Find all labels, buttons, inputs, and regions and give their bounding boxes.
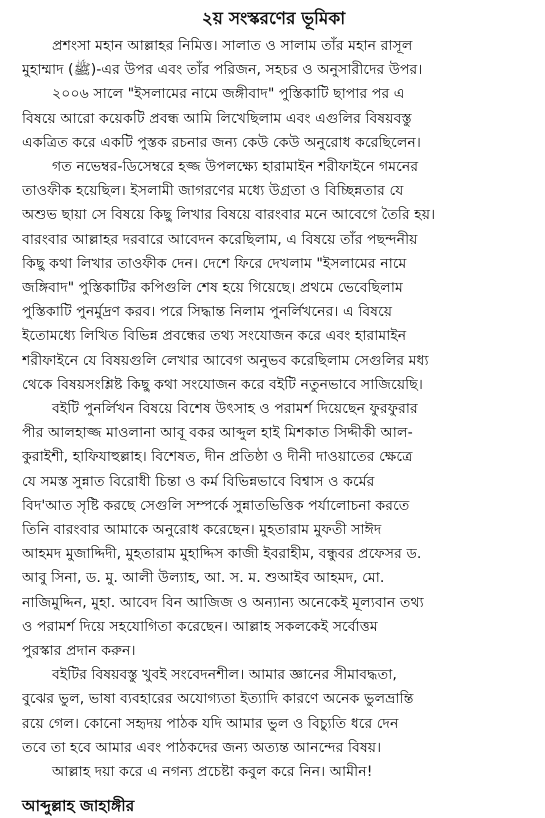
text-line: শরীফাইনে যে বিষয়গুলি লেখার আবেগ অনুভব করেছিলাম সেগুলির মধ্য xyxy=(22,352,429,369)
text-line: আবু সিনা, ড. মু. আলী উল্যাহ, আ. স. ম. শুআইব আহমদ, মো. xyxy=(22,570,385,587)
text-line: যে সমস্ত সুন্নাত বিরোধী চিন্তা ও কর্ম বিভিন্নভাবে বিশ্বাস ও কর্মের xyxy=(22,473,375,490)
paragraph-praise xyxy=(22,34,525,82)
text-line: মুহাম্মাদ (ﷺ)-এর উপর এবং তাঁর পরিজন, সহচর ও অনুসারীদের উপর। xyxy=(22,62,423,79)
text-line: তিনি বারংবার আমাকে অনুরোধ করেছেন। মুহতারাম মুফতী সাঈদ xyxy=(22,522,382,539)
text-line: বইটির বিষয়বস্তু খুবই সংবেদনশীল। আমার জ্ঞানের সীমাবদ্ধতা, xyxy=(52,667,397,684)
paragraph-background xyxy=(22,82,525,155)
text-line: বিদ'আত সৃষ্টি করছে সেগুলি সম্পর্কে সুন্নাতভিত্তিক পর্যালোচনা করতে xyxy=(22,497,410,514)
text-line: একত্রিত করে একটি পুস্তক রচনার জন্য কেউ কেউ অনুরোধ করেছিলেন। xyxy=(22,134,421,151)
text-line: অশুভ ছায়া সে বিষয়ে কিছু লিখার বিষয়ে বারংবার মনে আবেগে তৈরি হয়। xyxy=(22,207,436,224)
text-line: তাওফীক হয়েছিল। ইসলামী জাগরণের মধ্যে উগ্রতা ও বিচ্ছিন্নতার যে xyxy=(22,183,404,200)
text-line: বইটি পুনর্লিখন বিষয়ে বিশেষ উৎসাহ ও পরামর্শ দিয়েছেন ফুরফুরার xyxy=(52,401,418,418)
text-line: কিছু কথা লিখার তাওফীক দেন। দেশে ফিরে দেখলাম "ইসলামের নামে xyxy=(22,255,407,272)
author-signature: আব্দুল্লাহ জাহাঙ্গীর xyxy=(22,797,135,816)
text-line: পুস্তিকাটি পুনর্মুদ্রণ করব। পরে সিদ্ধান্ত নিলাম পুনর্লিখনের। এ বিষয়ে xyxy=(22,304,393,321)
text-line: কুরাইশী, হাফিযাহুল্লাহ। বিশেষত, দীন প্রতিষ্ঠা ও দীনী দাওয়াতের ক্ষেত্রে xyxy=(22,449,413,466)
text-line: বুঝের ভুল, ভাষা ব্যবহারের অযোগ্যতা ইত্যাদি কারণে অনেক ভুলভ্রান্তি xyxy=(22,691,414,708)
text-line: জঙ্গিবাদ" পুস্তিকাটির কপিগুলি শেষ হয়ে গিয়েছে। প্রথমে ভেবেছিলাম xyxy=(22,280,403,297)
paragraph-prayer xyxy=(22,760,525,784)
text-line: থেকে বিষয়সংশ্লিষ্ট কিছু কথা সংযোজন করে বইটি নতুনভাবে সাজিয়েছি। xyxy=(22,376,423,393)
text-line: বারংবার আল্লাহর দরবারে আবেদন করেছিলাম, এ বিষয়ে তাঁর পছন্দনীয় xyxy=(22,231,418,248)
paragraph-acknowledgements xyxy=(22,397,525,663)
text-line: পুরস্কার প্রদান করুন। xyxy=(22,643,136,660)
text-line: গত নভেম্বর-ডিসেম্বরে হজ্জ উপলক্ষ্যে হারামাইন শরীফাইনে গমনের xyxy=(52,159,419,176)
text-line: আহমদ মুজাদ্দিদী, মুহতারাম মুহাদ্দিস কাজী ইবরাহীম, বন্ধুবর প্রফেসর ড. xyxy=(22,546,422,563)
text-line: বিষয়ে আরো কয়েকটি প্রবন্ধ আমি লিখেছিলাম এবং এগুলির বিষয়বস্তু xyxy=(22,110,412,127)
page-title: ২য় সংস্করণের ভূমিকা xyxy=(201,9,346,29)
text-line: পীর আলহাজ্জ মাওলানা আবূ বকর আব্দুল হাই মিশকাত সিদ্দীকী আল- xyxy=(22,425,413,442)
text-line: ইতোমধ্যে লিখিত বিভিন্ন প্রবন্ধের তথ্য সংযোজন করে এবং হারামাইন xyxy=(22,328,407,345)
paragraph-limitations xyxy=(22,663,525,760)
text-line: নাজিমুদ্দিন, মুহা. আবেদ বিন আজিজ ও অন্যান্য অনেকেই মূল্যবান তথ্য xyxy=(22,594,424,611)
paragraph-motivation xyxy=(22,155,525,397)
text-line: ২০০৬ সালে "ইসলামের নামে জঙ্গীবাদ" পুস্তিকাটি ছাপার পর এ xyxy=(52,86,405,103)
text-line: তবে তা হবে আমার এবং পাঠকদের জন্য অত্যন্ত আনন্দের বিষয়। xyxy=(22,739,382,756)
text-line: ও পরামর্শ দিয়ে সহযোগিতা করেছেন। আল্লাহ সকলকেই সর্বোত্তম xyxy=(22,618,378,635)
text-line: প্রশংসা মহান আল্লাহর নিমিত্ত। সালাত ও সালাম তাঁর মহান রাসূল xyxy=(52,38,413,54)
text-line: আল্লাহ দয়া করে এ নগন্য প্রচেষ্টা কবুল করে নিন। আমীন! xyxy=(52,764,373,781)
text-line: রয়ে গেল। কোনো সহৃদয় পাঠক যদি আমার ভুল ও বিচ্যুতি ধরে দেন xyxy=(22,715,399,732)
